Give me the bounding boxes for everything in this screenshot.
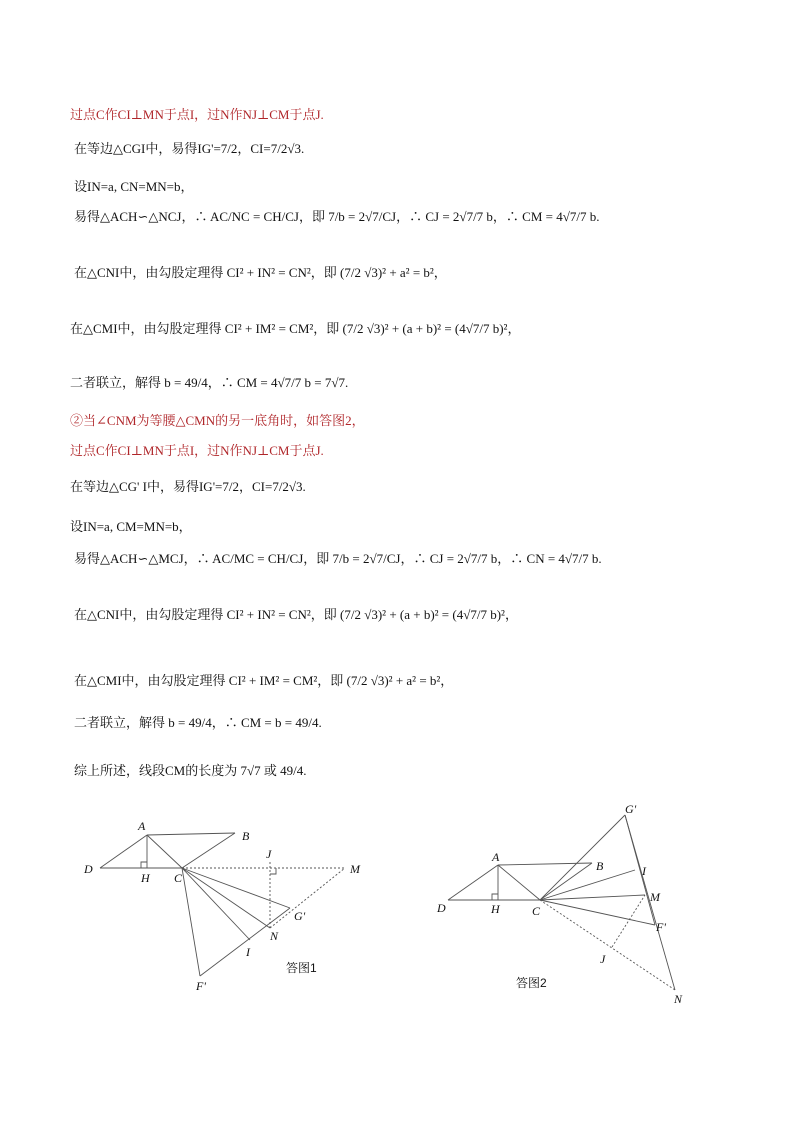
fig2-label-D: D: [437, 901, 446, 915]
fig1-label-A: A: [138, 819, 146, 833]
fig2-seg-CM: [540, 895, 645, 900]
fig2-seg-CF: [540, 900, 655, 925]
fig2-label-J: J: [600, 952, 606, 966]
text-line: 在△CNI中，由勾股定理得 CI² + IN² = CN²，即 (7/2 √3)² + a² = b²，: [74, 265, 447, 280]
figure-1: [70, 800, 390, 1000]
fig1-label-B: B: [242, 829, 250, 843]
text-line: 二者联立，解得 b = 49/4，∴ CM = b = 49/4.: [74, 715, 322, 730]
fig1-seg-DA: [100, 835, 147, 868]
fig1-label-M: M: [350, 862, 360, 876]
fig1-label-D: D: [84, 862, 93, 876]
text-line: 易得△ACH∽△NCJ，∴ AC/NC = CH/CJ，即 7/b = 2√7/CJ，∴ CJ = 2√7/7 b，∴ CM = 4√7/7 b.: [74, 209, 600, 224]
fig1-seg-CN: [182, 868, 270, 928]
fig1-right-angle-H: [141, 862, 147, 868]
fig2-label-C: C: [532, 904, 541, 918]
text-line: ②当∠CNM为等腰△CMN的另一底角时，如答图2，: [70, 413, 365, 428]
text-line: 综上所述，线段CM的长度为 7√7 或 49/4.: [74, 763, 307, 778]
fig2-label-N: N: [674, 992, 683, 1006]
fig1-caption: 答图1: [286, 961, 317, 975]
text-line: 在等边△CGI中，易得IG'=7/2，CI=7/2√3.: [74, 141, 305, 156]
fig1-seg-NM: [270, 868, 345, 928]
text-line: 在△CMI中，由勾股定理得 CI² + IM² = CM²，即 (7/2 √3)² + (a + b)² = (4√7/7 b)²，: [70, 321, 521, 336]
text-line: 易得△ACH∽△MCJ，∴ AC/MC = CH/CJ，即 7/b = 2√7/CJ，∴ CJ = 2√7/7 b，∴ CN = 4√7/7 b.: [74, 551, 602, 566]
fig1-label-N: N: [270, 929, 279, 943]
text-line: 在△CMI中，由勾股定理得 CI² + IM² = CM²，即 (7/2 √3)² + a² = b²，: [74, 673, 454, 688]
text-line: 过点C作CI⊥MN于点I，过N作NJ⊥CM于点J.: [70, 443, 324, 458]
fig2-label-A: A: [492, 850, 500, 864]
fig1-label-H: H: [141, 871, 150, 885]
fig2-seg-AC: [498, 865, 540, 900]
fig1-right-angle-J: [270, 868, 276, 874]
fig2-seg-CN: [540, 900, 675, 990]
fig2-label-M: M: [650, 890, 660, 904]
fig2-seg-CG: [540, 815, 625, 900]
fig1-seg-AB: [147, 833, 235, 835]
fig2-label-G: G': [625, 802, 637, 816]
fig2-caption: 答图2: [516, 976, 547, 990]
figure-2: [420, 795, 720, 1010]
text-line: 设IN=a, CM=MN=b，: [70, 519, 192, 534]
fig1-label-I: I: [246, 945, 250, 959]
text-line: 过点C作CI⊥MN于点I，过N作NJ⊥CM于点J.: [70, 107, 324, 122]
fig2-seg-DA: [448, 865, 498, 900]
text-line: 二者联立，解得 b = 49/4，∴ CM = 4√7/7 b = 7√7.: [70, 375, 349, 390]
fig2-seg-CI: [540, 870, 635, 900]
fig1-seg-AC: [147, 835, 182, 868]
fig1-label-J: J: [266, 847, 272, 861]
fig2-seg-JM: [612, 895, 645, 947]
fig2-label-B: B: [596, 859, 604, 873]
fig2-label-I: I: [642, 864, 646, 878]
fig2-seg-BC: [540, 863, 592, 900]
fig1-seg-BC: [182, 833, 235, 868]
fig2-label-H: H: [491, 902, 500, 916]
text-line: 设IN=a, CN=MN=b，: [74, 179, 194, 194]
fig1-label-F: F': [196, 979, 206, 993]
fig2-label-F: F': [656, 920, 666, 934]
text-line: 在△CNI中，由勾股定理得 CI² + IN² = CN²，即 (7/2 √3)² + (a + b)² = (4√7/7 b)²，: [74, 607, 518, 622]
fig1-label-C: C: [174, 871, 183, 885]
fig1-label-G: G': [294, 909, 306, 923]
text-line: 在等边△CG' I中，易得IG'=7/2，CI=7/2√3.: [70, 479, 306, 494]
fig2-seg-AB: [498, 863, 592, 865]
fig2-seg-GF: [625, 815, 655, 925]
fig2-right-angle-H: [492, 894, 498, 900]
